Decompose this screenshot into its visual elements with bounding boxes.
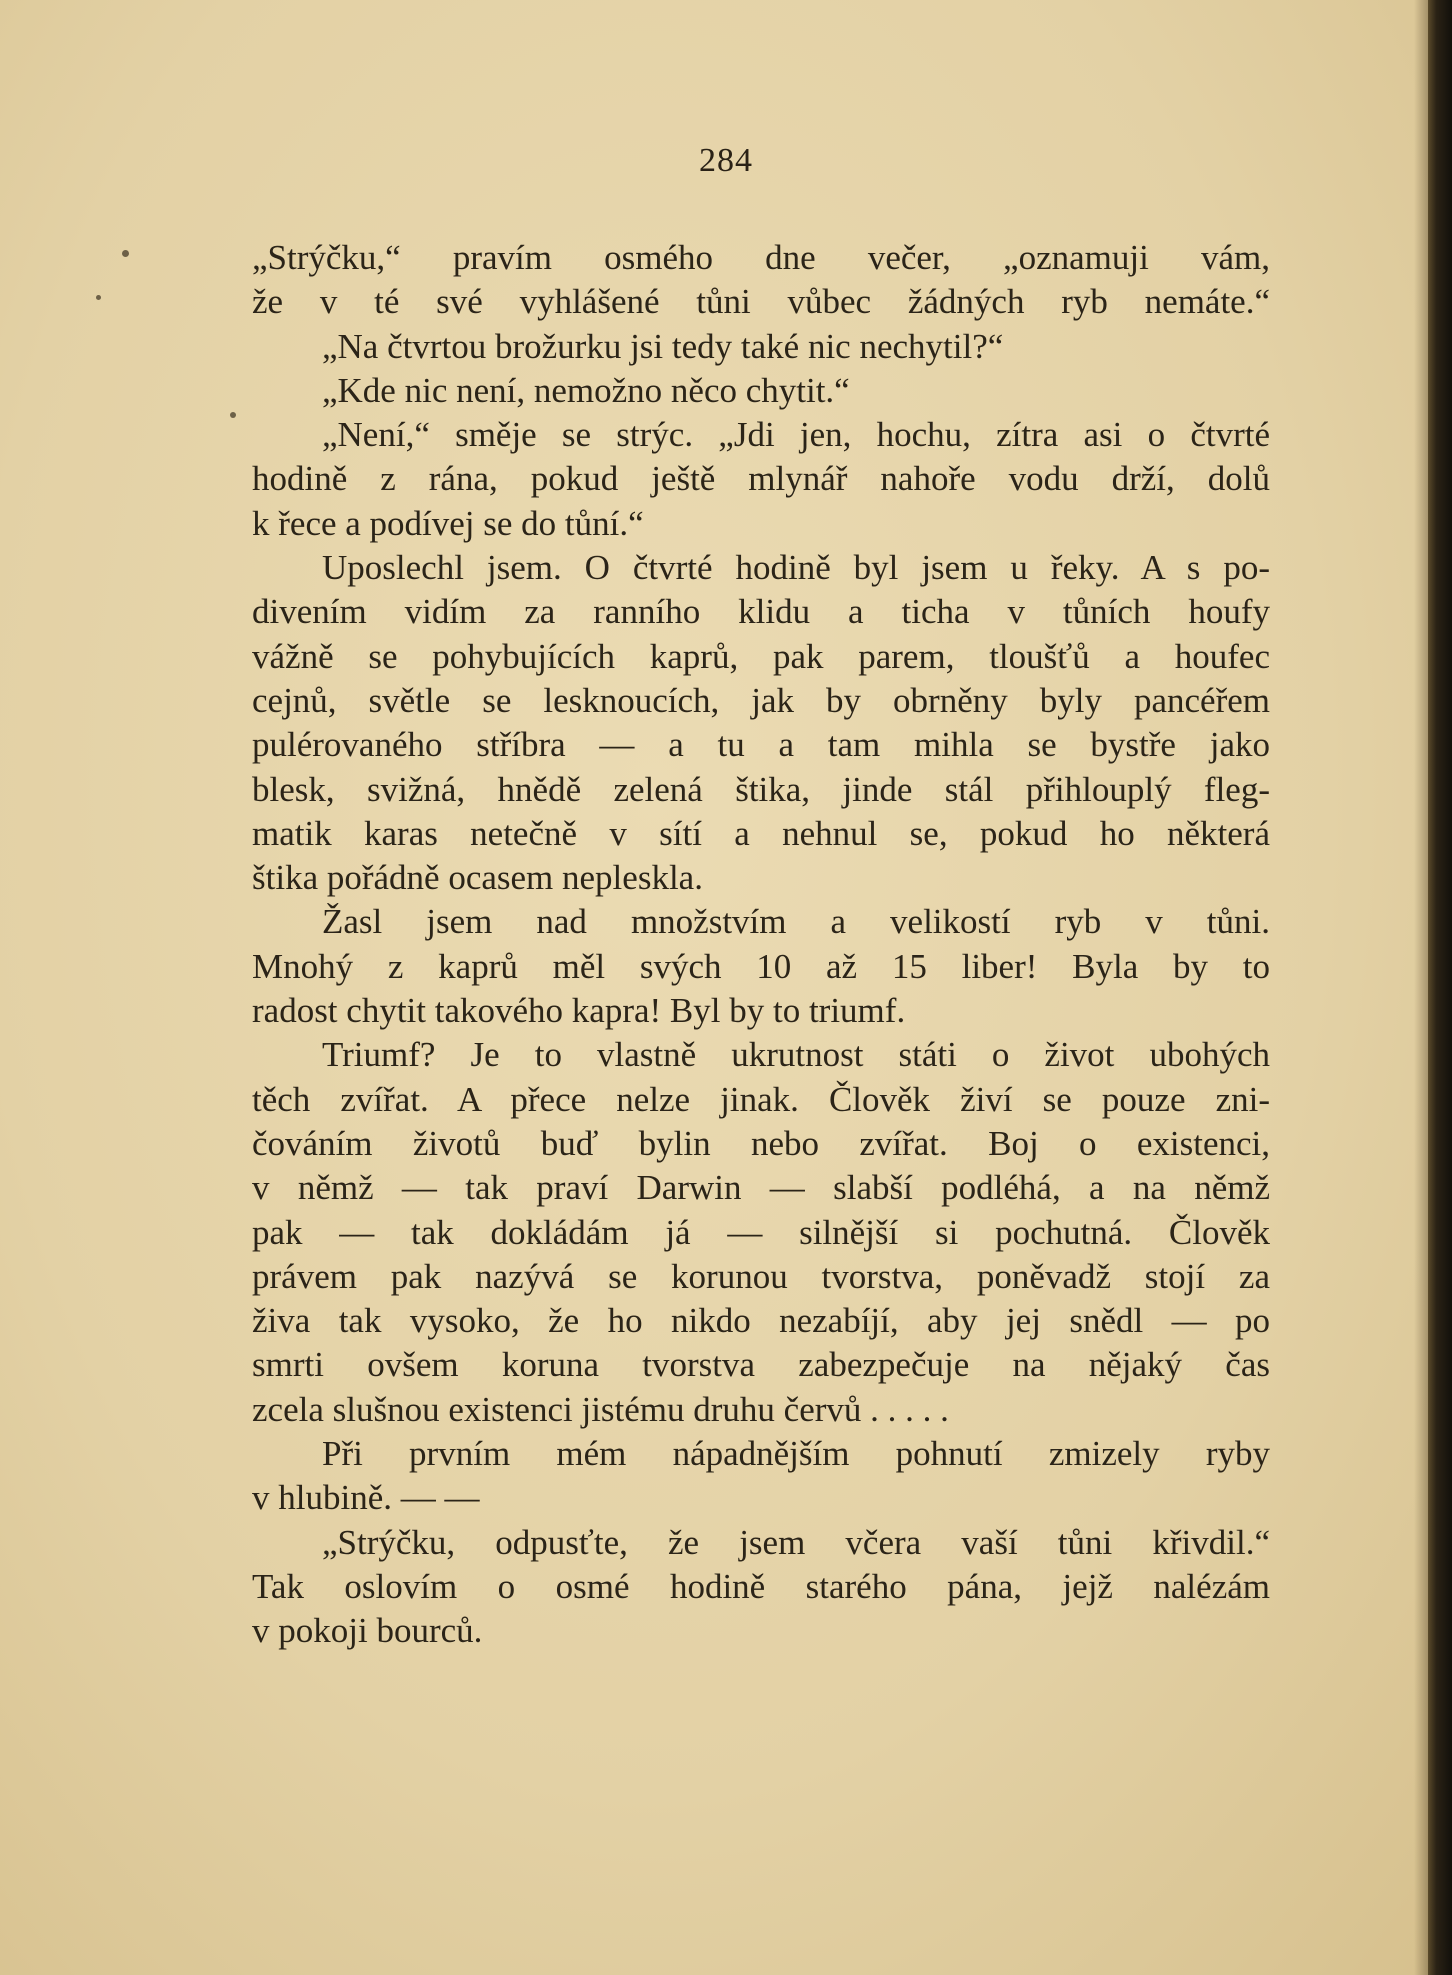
text-line: „Strýčku, odpusťte, že jsem včera vaší tůni křivdil.“	[322, 1522, 1270, 1562]
text-line: v němž — tak praví Darwin — slabší podléhá, a na němž	[252, 1168, 1270, 1208]
text-line: hodině z rána, pokud ještě mlynář nahoře vodu drží, dolů	[252, 459, 1270, 499]
text-line: že v té své vyhlášené tůni vůbec žádných ryb nemáte.“	[252, 282, 1270, 322]
ink-speck	[96, 295, 101, 300]
text-line: v hlubině. — —	[252, 1478, 480, 1518]
page-gutter-shadow	[1414, 0, 1428, 1975]
text-line: Tak oslovím o osmé hodině starého pána, jejž nalézám	[252, 1566, 1270, 1606]
text-line: cejnů, světle se lesknoucích, jak by obrněny byly pancéřem	[252, 680, 1270, 720]
ink-speck	[230, 412, 236, 418]
text-line: Uposlechl jsem. O čtvrté hodině byl jsem u řeky. A s po-	[322, 548, 1270, 588]
text-line: právem pak nazývá se korunou tvorstva, poněvadž stojí za	[252, 1256, 1270, 1296]
text-line: pulérovaného stříbra — a tu a tam mihla se bystře jako	[252, 725, 1270, 765]
text-line: Triumf? Je to vlastně ukrutnost státi o život ubohých	[322, 1035, 1270, 1075]
text-line: vážně se pohybujících kaprů, pak parem, tloušťů a houfec	[252, 636, 1270, 676]
text-line: v pokoji bourců.	[252, 1611, 483, 1651]
text-line: Při prvním mém nápadnějším pohnutí zmizely ryby	[322, 1434, 1270, 1474]
text-line: živa tak vysoko, že ho nikdo nezabíjí, aby jej snědl — po	[252, 1301, 1270, 1341]
text-line: smrti ovšem koruna tvorstva zabezpečuje na nějaký čas	[252, 1345, 1270, 1385]
ink-speck	[122, 250, 129, 257]
body-text	[252, 236, 1270, 1654]
text-line: Žasl jsem nad množstvím a velikostí ryb v tůni.	[322, 902, 1270, 942]
text-line: štika pořádně ocasem nepleskla.	[252, 858, 703, 898]
text-line: matik karas netečně v sítí a nehnul se, pokud ho některá	[252, 813, 1270, 853]
text-line: Mnohý z kaprů měl svých 10 až 15 liber! Byla by to	[252, 946, 1270, 986]
text-line: k řece a podívej se do tůní.“	[252, 503, 644, 543]
text-line: blesk, svižná, hnědě zelená štika, jinde stál přihlouplý fleg-	[252, 769, 1270, 809]
text-line: „Kde nic není, nemožno něco chytit.“	[322, 370, 850, 410]
text-line: „Strýčku,“ pravím osmého dne večer, „oznamuji vám,	[252, 238, 1270, 277]
text-line: divením vidím za ranního klidu a ticha v tůních houfy	[252, 592, 1270, 632]
text-line: těch zvířat. A přece nelze jinak. Člověk živí se pouze zni-	[252, 1079, 1270, 1119]
text-line: „Na čtvrtou brožurku jsi tedy také nic nechytil?“	[322, 326, 1004, 366]
text-line: čováním životů buď bylin nebo zvířat. Boj o existenci,	[252, 1123, 1270, 1163]
page-number: 284	[699, 142, 753, 179]
text-line: „Není,“ směje se strýc. „Jdi jen, hochu, zítra asi o čtvrté	[322, 415, 1270, 455]
text-line: radost chytit takového kapra! Byl by to triumf.	[252, 991, 906, 1031]
text-line: pak — tak dokládám já — silnější si pochutná. Člověk	[252, 1212, 1270, 1252]
book-spine	[1428, 0, 1452, 1975]
text-line: zcela slušnou existenci jistému druhu červů . . . . .	[252, 1389, 949, 1429]
